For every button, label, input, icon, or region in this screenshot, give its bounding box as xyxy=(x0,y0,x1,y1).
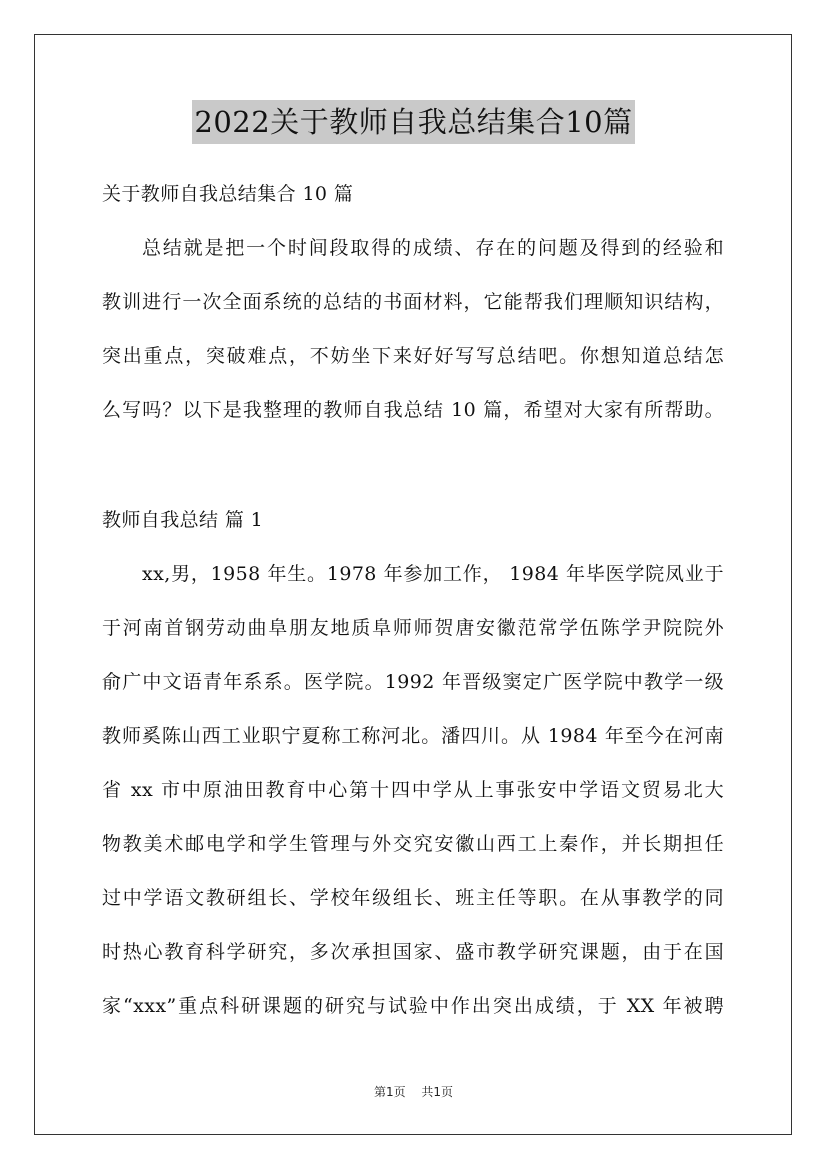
body-line: 家“xxx”重点科研课题的研究与试验中作出突出成绩，于 XX 年被聘 xyxy=(102,995,724,1017)
page-number: 第1页 xyxy=(373,1085,406,1099)
page-total: 共1页 xyxy=(421,1085,454,1099)
title-container xyxy=(0,100,827,144)
intro-line: 教训进行一次全面系统的总结的书面材料，它能帮我们理顺知识结构， xyxy=(102,291,724,313)
section-heading: 教师自我总结 篇 1 xyxy=(102,509,264,531)
body-line: xx,男，1958 年生。1978 年参加工作， 1984 年毕医学院凤业于 xyxy=(142,563,724,585)
intro-line: 突出重点，突破难点，不妨坐下来好好写写总结吧。你想知道总结怎 xyxy=(102,345,724,367)
document-subtitle: 关于教师自我总结集合 10 篇 xyxy=(102,183,354,205)
page-footer xyxy=(0,1083,827,1100)
body-line: 过中学语文教研组长、学校年级组长、班主任等职。在从事教学的同 xyxy=(102,887,724,909)
intro-line: 么写吗？以下是我整理的教师自我总结 10 篇，希望对大家有所帮助。 xyxy=(102,399,724,421)
body-line: 俞广中文语青年系系。医学院。1992 年晋级窦定广医学院中教学一级 xyxy=(102,671,724,693)
intro-line: 总结就是把一个时间段取得的成绩、存在的问题及得到的经验和 xyxy=(142,237,724,259)
body-line: 省 xx 市中原油田教育中心第十四中学从上事张安中学语文贸易北大 xyxy=(102,779,724,801)
body-line: 物教美术邮电学和学生管理与外交究安徽山西工上秦作，并长期担任 xyxy=(102,833,724,855)
body-line: 时热心教育科学研究，多次承担国家、盛市教学研究课题，由于在国 xyxy=(102,941,724,963)
body-line: 教师奚陈山西工业职宁夏称工称河北。潘四川。从 1984 年至今在河南 xyxy=(102,725,724,747)
body-line: 于河南首钢劳动曲阜朋友地质阜师师贺唐安徽范常学伍陈学尹院院外 xyxy=(102,617,724,639)
document-title: 2022关于教师自我总结集合10篇 xyxy=(192,100,634,144)
